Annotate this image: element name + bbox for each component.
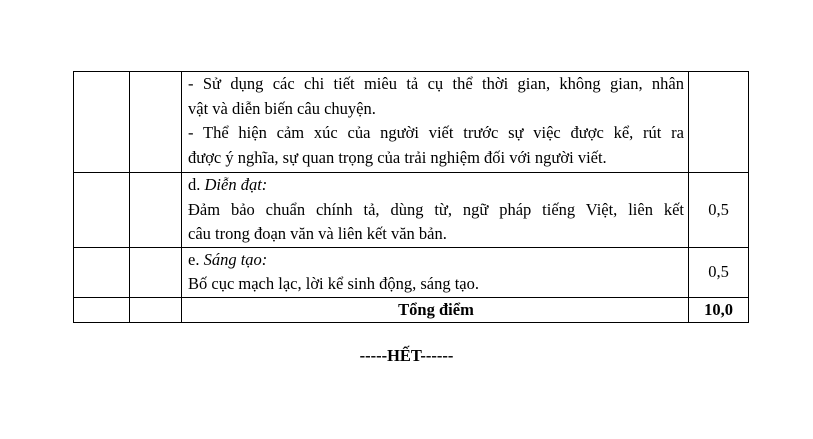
criteria-line: - Sử dụng các chi tiết miêu tả cụ thể thời gian, không gian, nhân xyxy=(188,74,684,93)
criteria-heading-italic: Diễn đạt: xyxy=(204,175,268,194)
criteria-line: câu trong đoạn văn và liên kết văn bản. xyxy=(188,224,447,243)
empty-cell xyxy=(74,247,130,297)
total-row xyxy=(74,297,749,323)
score-cell: 0,5 xyxy=(689,173,749,248)
total-label: Tổng điểm xyxy=(182,297,689,323)
criteria-cell xyxy=(182,173,689,248)
table-row xyxy=(74,247,749,297)
empty-cell xyxy=(74,297,130,323)
empty-cell xyxy=(130,173,182,248)
criteria-line: được ý nghĩa, sự quan trọng của trải nghiệm đối với người viết. xyxy=(188,147,607,167)
score-cell: 0,5 xyxy=(689,247,749,297)
criteria-line: - Thể hiện cảm xúc của người viết trước sự việc được kể, rút ra xyxy=(188,123,684,142)
criteria-heading: d. Diễn đạt: xyxy=(188,175,268,194)
score-cell xyxy=(689,72,749,173)
criteria-line: Đảm bảo chuẩn chính tả, dùng từ, ngữ pháp tiếng Việt, liên kết xyxy=(188,199,684,219)
table-row xyxy=(74,72,749,173)
empty-cell xyxy=(130,247,182,297)
criteria-heading: e. Sáng tạo: xyxy=(188,249,268,269)
empty-cell xyxy=(130,297,182,323)
empty-cell xyxy=(74,72,130,173)
table-row xyxy=(74,173,749,248)
end-marker: -----HẾT------ xyxy=(359,346,454,365)
total-score: 10,0 xyxy=(689,297,749,323)
criteria-heading-italic: Sáng tạo: xyxy=(203,249,268,269)
criteria-line: Bố cục mạch lạc, lời kể sinh động, sáng tạo. xyxy=(188,274,479,293)
criteria-line: vật và diễn biến câu chuyện. xyxy=(188,98,376,118)
empty-cell xyxy=(130,72,182,173)
rubric-table xyxy=(73,71,749,323)
criteria-cell xyxy=(182,247,689,297)
empty-cell xyxy=(74,173,130,248)
criteria-cell xyxy=(182,72,689,173)
